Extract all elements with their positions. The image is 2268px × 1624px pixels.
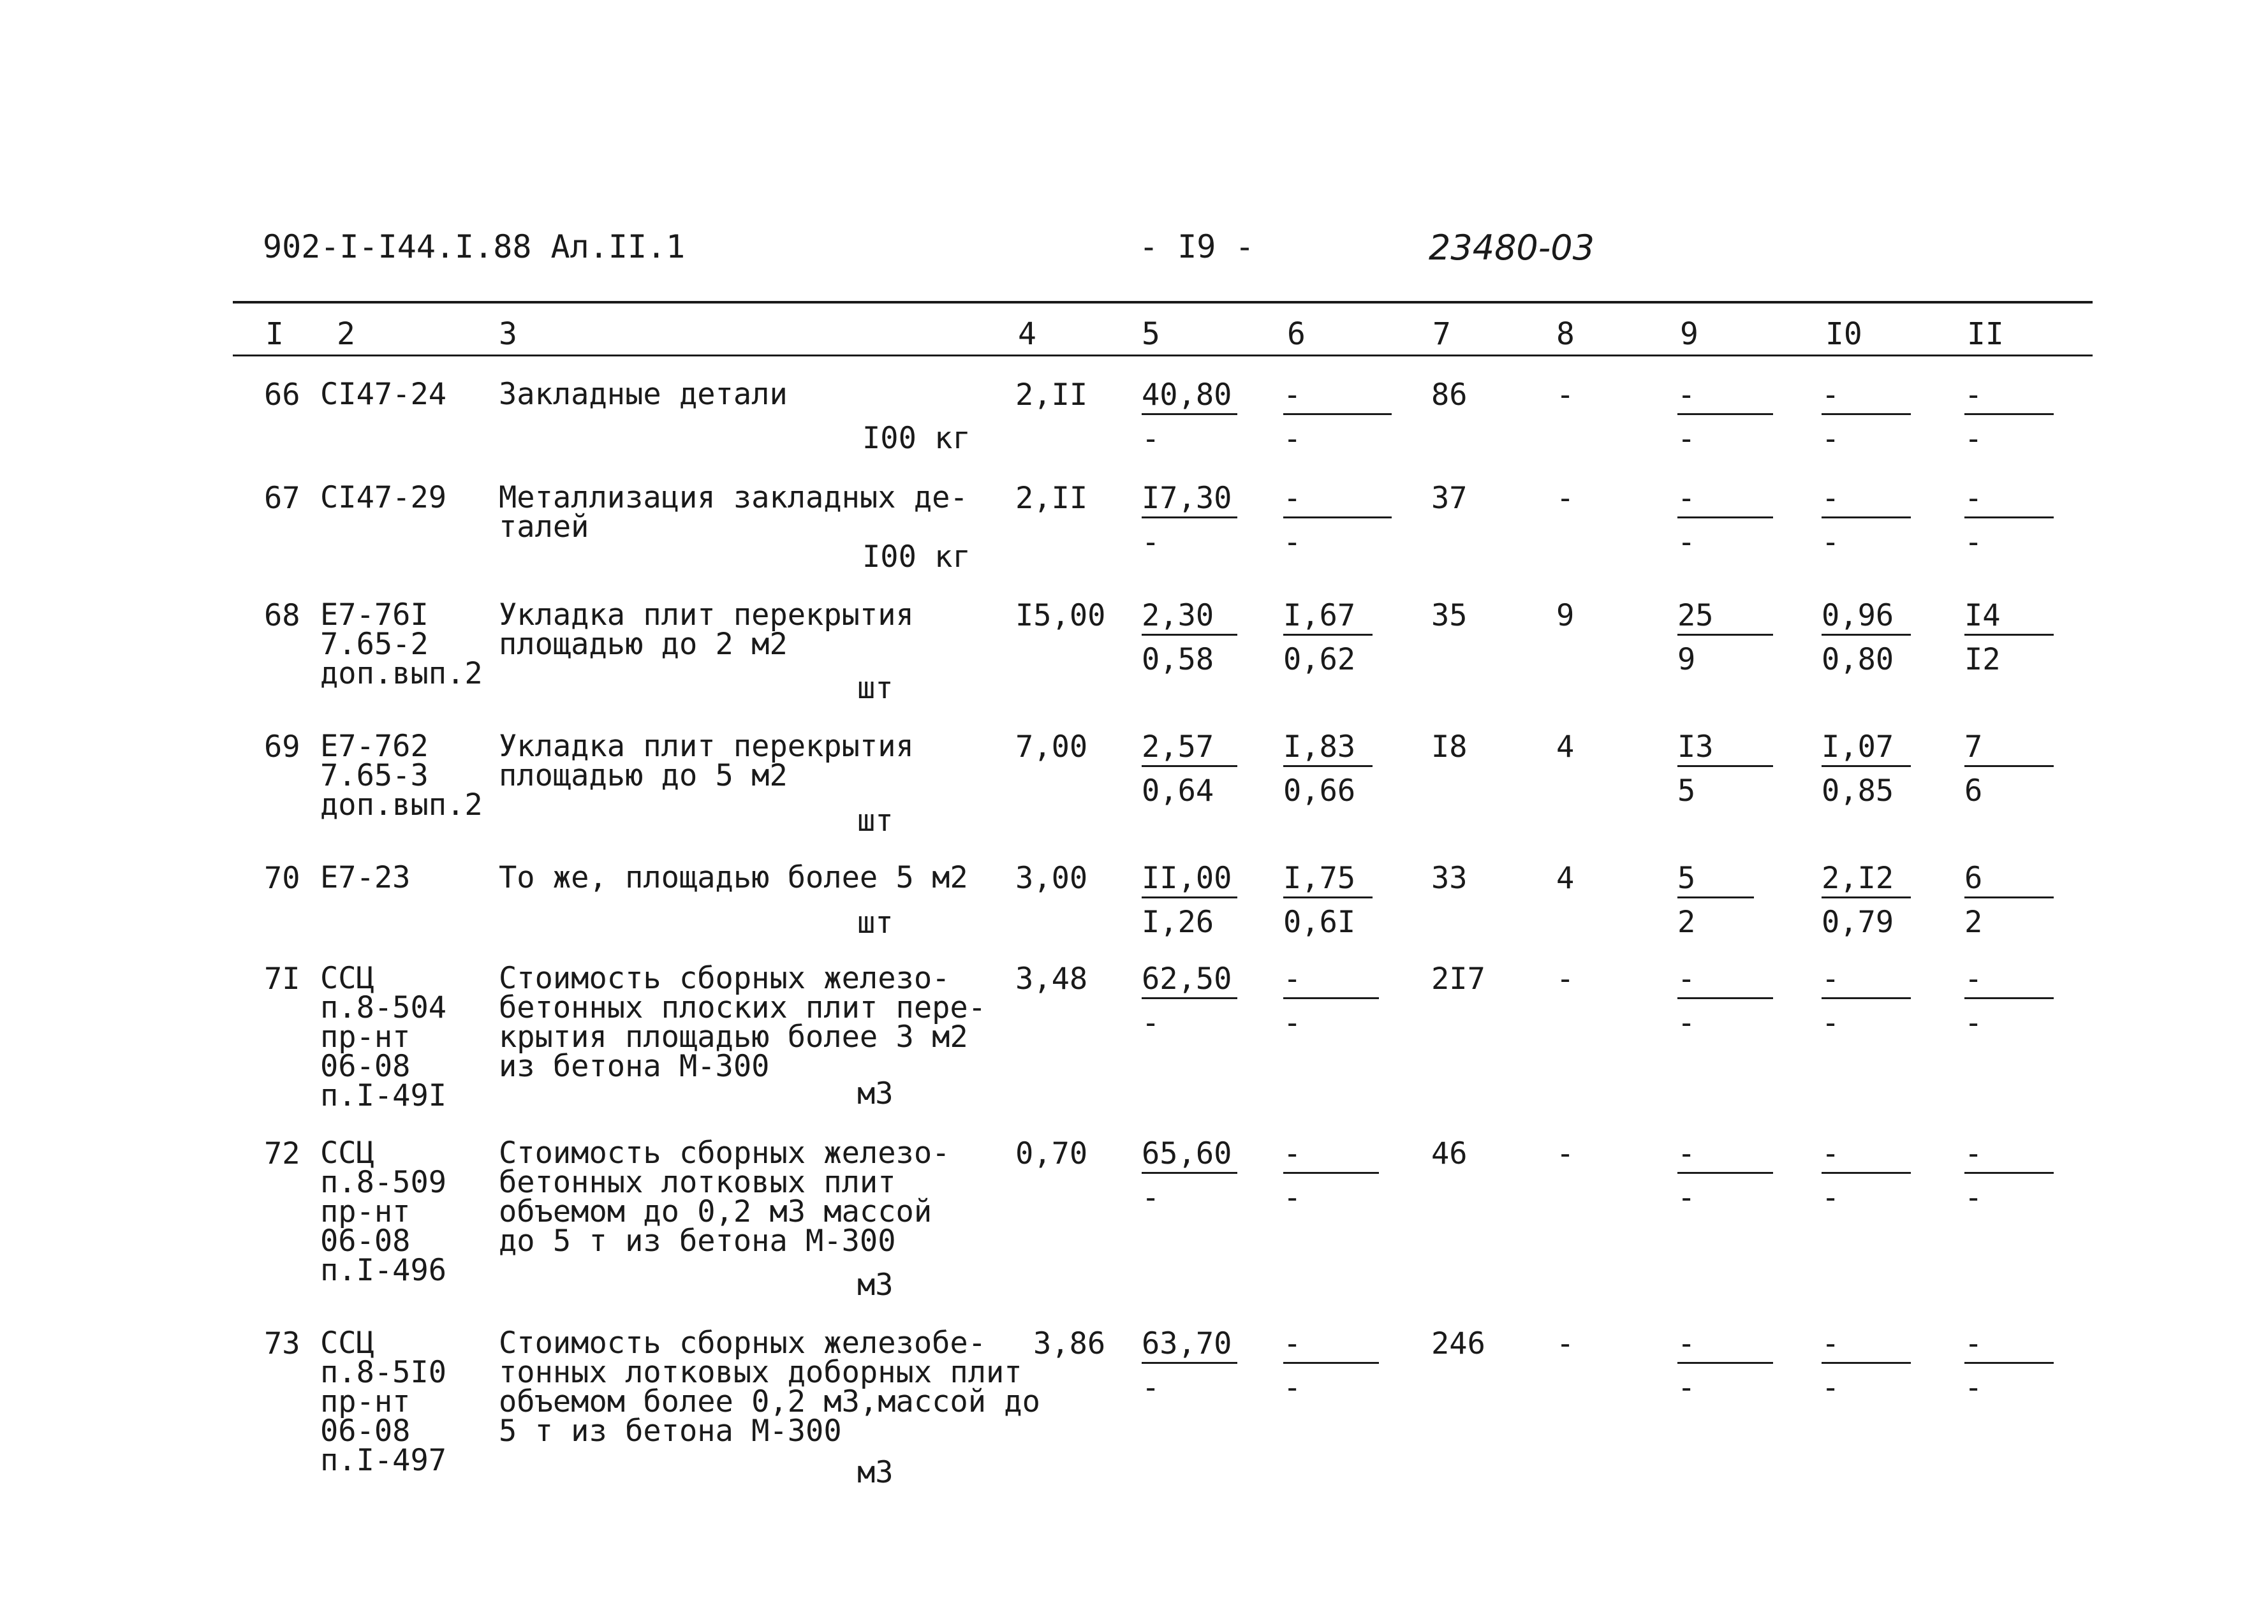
row-col-7: I8 [1431,729,1468,764]
row-unit: I00 кг [862,539,971,574]
row-col-6 [1283,1136,1379,1215]
col-11-top: - [1964,964,2054,999]
col-5-top: 2,57 [1142,732,1237,767]
row-col-6 [1283,729,1373,808]
col-5-top: I7,30 [1142,483,1237,518]
row-col-10 [1822,481,1911,560]
row-col-4: 3,48 [1015,962,1088,997]
col-9-top: - [1677,483,1773,518]
row-col-7: 35 [1431,598,1468,633]
header-bottom-rule [233,355,2093,356]
row-col-11 [1964,481,2054,560]
col-9-bottom: - [1677,1180,1696,1215]
row-col-8: - [1556,1136,1575,1171]
row-col-10 [1822,962,1911,1041]
col-10-bottom: - [1822,421,1840,457]
row-col-9 [1677,598,1773,677]
row-col-6 [1283,598,1373,677]
row-number: 67 [264,481,300,516]
row-col-11 [1964,1326,2054,1405]
row-col-7: 33 [1431,861,1468,896]
handwritten-number: 23480-03 [1429,228,1594,268]
row-col-11 [1964,377,2054,457]
row-col-6 [1283,377,1392,457]
row-col-4: 3,86 [1033,1326,1106,1361]
row-col-8: 9 [1556,598,1575,633]
row-col-9 [1677,1326,1773,1405]
row-description: Укладка плит перекрытия площадью до 5 м2 [499,729,914,793]
col-10-bottom: 0,80 [1822,642,1894,677]
row-col-6 [1283,1326,1379,1405]
row-col-7: 86 [1431,377,1468,413]
col-9-bottom: - [1677,1006,1696,1041]
col-num-1: I [265,316,284,352]
col-11-bottom: - [1964,1180,1983,1215]
row-col-5 [1142,861,1237,940]
row-col-11 [1964,1136,2054,1215]
col-5-bottom: - [1142,1006,1160,1041]
col-11-top: 6 [1964,863,2054,898]
row-col-8: - [1556,962,1575,997]
col-6-top: I,67 [1283,601,1373,636]
row-col-5 [1142,598,1237,677]
col-5-top: 62,50 [1142,964,1237,999]
col-9-top: - [1677,964,1773,999]
col-6-top: - [1283,483,1392,518]
col-9-top: I3 [1677,732,1773,767]
col-5-bottom: - [1142,1370,1160,1405]
col-5-bottom: - [1142,525,1160,560]
col-6-top: - [1283,380,1392,415]
row-number: 70 [264,861,300,896]
row-number: 72 [264,1136,300,1171]
col-6-bottom: 0,62 [1283,642,1356,677]
col-6-bottom: - [1283,525,1302,560]
col-5-top: 2,30 [1142,601,1237,636]
row-description: Закладные детали [499,377,788,412]
row-code: ССЦ п.8-504 пр-нт 06-08 п.I-49I [320,961,447,1113]
col-10-bottom: - [1822,525,1840,560]
col-5-top: 63,70 [1142,1329,1237,1364]
row-col-8: - [1556,481,1575,516]
row-col-4: 0,70 [1015,1136,1088,1171]
col-5-bottom: 0,58 [1142,642,1214,677]
row-col-8: 4 [1556,729,1575,764]
row-col-8: - [1556,377,1575,413]
row-col-4: 2,II [1015,377,1088,413]
col-6-bottom: - [1283,421,1302,457]
col-9-bottom: 5 [1677,773,1696,808]
col-num-7: 7 [1432,316,1451,352]
col-6-bottom: 0,6I [1283,905,1356,940]
row-col-10 [1822,729,1911,808]
row-col-10 [1822,598,1911,677]
document-code: 902-I-I44.I.88 Ал.II.1 [263,228,686,265]
col-9-bottom: - [1677,525,1696,560]
row-description: То же, площадью более 5 м2 [499,860,968,895]
col-5-bottom: - [1142,421,1160,457]
col-6-bottom: - [1283,1370,1302,1405]
col-9-bottom: 9 [1677,642,1696,677]
col-9-bottom: 2 [1677,905,1696,940]
row-unit: шт [857,905,894,940]
row-col-4: 7,00 [1015,729,1088,764]
row-col-4: 3,00 [1015,861,1088,896]
col-11-bottom: - [1964,525,1983,560]
col-11-bottom: - [1964,421,1983,457]
row-col-10 [1822,1136,1911,1215]
row-col-9 [1677,481,1773,560]
col-9-bottom: - [1677,421,1696,457]
row-number: 66 [264,377,300,413]
row-unit: м3 [857,1268,894,1303]
col-10-top: - [1822,483,1911,518]
col-11-bottom: 2 [1964,905,1983,940]
row-col-6 [1283,481,1392,560]
col-10-top: 0,96 [1822,601,1911,636]
col-6-bottom: - [1283,1006,1302,1041]
col-11-top: - [1964,483,2054,518]
row-col-7: 46 [1431,1136,1468,1171]
col-6-bottom: - [1283,1180,1302,1215]
col-11-top: - [1964,380,2054,415]
row-col-4: I5,00 [1015,598,1106,633]
col-6-top: - [1283,1329,1379,1364]
col-10-top: 2,I2 [1822,863,1911,898]
row-col-11 [1964,729,2054,808]
row-col-8: 4 [1556,861,1575,896]
row-code: CI47-29 [320,480,447,515]
col-10-bottom: - [1822,1180,1840,1215]
row-col-11 [1964,861,2054,940]
row-col-6 [1283,861,1373,940]
row-description: Металлизация закладных де- талей [499,480,968,545]
col-11-bottom: 6 [1964,773,1983,808]
row-col-5 [1142,729,1237,808]
col-11-top: I4 [1964,601,2054,636]
col-9-top: - [1677,380,1773,415]
row-unit: м3 [857,1455,894,1490]
row-unit: шт [857,671,894,706]
col-6-top: I,83 [1283,732,1373,767]
row-col-5 [1142,377,1237,457]
col-num-2: 2 [337,316,355,352]
row-col-10 [1822,1326,1911,1405]
row-code: E7-23 [320,860,411,895]
table-top-rule [233,301,2093,304]
row-col-9 [1677,729,1773,808]
row-col-11 [1964,598,2054,677]
row-col-5 [1142,962,1237,1041]
row-unit: шт [857,803,894,838]
row-col-7: 246 [1431,1326,1485,1361]
row-unit: м3 [857,1076,894,1111]
row-description: Стоимость сборных железобе- тонных лотковых доборных плит объемом более 0,2 м3,массой до 5 т из бетона М-300 [499,1326,1040,1449]
row-code: E7-76I 7.65-2 доп.вып.2 [320,597,483,691]
col-num-4: 4 [1018,316,1036,352]
col-6-top: - [1283,1139,1379,1174]
col-num-10: I0 [1825,316,1862,352]
row-col-11 [1964,962,2054,1041]
col-11-top: - [1964,1139,2054,1174]
row-unit: I00 кг [862,421,971,456]
row-col-9 [1677,861,1754,940]
row-code: ССЦ п.8-509 пр-нт 06-08 п.I-496 [320,1136,447,1288]
row-code: CI47-24 [320,377,447,412]
row-number: 69 [264,729,300,764]
col-10-bottom: - [1822,1370,1840,1405]
row-col-4: 2,II [1015,481,1088,516]
row-col-7: 37 [1431,481,1468,516]
col-5-top: II,00 [1142,863,1237,898]
row-code: E7-762 7.65-3 доп.вып.2 [320,729,483,823]
col-9-bottom: - [1677,1370,1696,1405]
col-9-top: 5 [1677,863,1754,898]
row-number: 7I [264,962,300,997]
col-10-bottom: - [1822,1006,1840,1041]
row-col-7: 2I7 [1431,962,1485,997]
row-description: Стоимость сборных железо- бетонных плоских плит пере- крытия площадью более 3 м2 из бетона М-300 [499,961,987,1084]
row-col-5 [1142,1326,1237,1405]
col-num-8: 8 [1556,316,1575,352]
row-number: 73 [264,1326,300,1361]
col-6-top: I,75 [1283,863,1373,898]
row-col-8: - [1556,1326,1575,1361]
col-11-bottom: - [1964,1006,1983,1041]
page-number: - I9 - [1139,228,1255,265]
col-11-top: 7 [1964,732,2054,767]
row-col-9 [1677,962,1773,1041]
col-5-top: 65,60 [1142,1139,1237,1174]
row-col-10 [1822,861,1911,940]
col-10-top: - [1822,964,1911,999]
row-description: Укладка плит перекрытия площадью до 2 м2 [499,597,914,662]
col-10-bottom: 0,79 [1822,905,1894,940]
row-code: ССЦ п.8-5I0 пр-нт 06-08 п.I-497 [320,1326,447,1478]
col-11-bottom: - [1964,1370,1983,1405]
col-5-top: 40,80 [1142,380,1237,415]
row-col-5 [1142,1136,1237,1215]
row-col-9 [1677,1136,1773,1215]
col-num-11: II [1967,316,2004,352]
row-col-5 [1142,481,1237,560]
col-10-top: - [1822,1139,1911,1174]
col-10-top: I,07 [1822,732,1911,767]
row-col-10 [1822,377,1911,457]
row-col-9 [1677,377,1773,457]
col-num-9: 9 [1680,316,1698,352]
row-description: Стоимость сборных железо- бетонных лотковых плит объемом до 0,2 м3 массой до 5 т из бетона М-300 [499,1136,950,1259]
col-9-top: - [1677,1329,1773,1364]
col-6-bottom: 0,66 [1283,773,1356,808]
col-5-bottom: I,26 [1142,905,1214,940]
row-number: 68 [264,598,300,633]
col-num-5: 5 [1142,316,1160,352]
col-11-bottom: I2 [1964,642,2001,677]
col-5-bottom: 0,64 [1142,773,1214,808]
col-10-top: - [1822,380,1911,415]
col-10-top: - [1822,1329,1911,1364]
col-9-top: 25 [1677,601,1773,636]
col-num-6: 6 [1287,316,1306,352]
col-5-bottom: - [1142,1180,1160,1215]
col-num-3: 3 [499,316,517,352]
col-9-top: - [1677,1139,1773,1174]
row-col-6 [1283,962,1379,1041]
col-6-top: - [1283,964,1379,999]
col-11-top: - [1964,1329,2054,1364]
col-10-bottom: 0,85 [1822,773,1894,808]
